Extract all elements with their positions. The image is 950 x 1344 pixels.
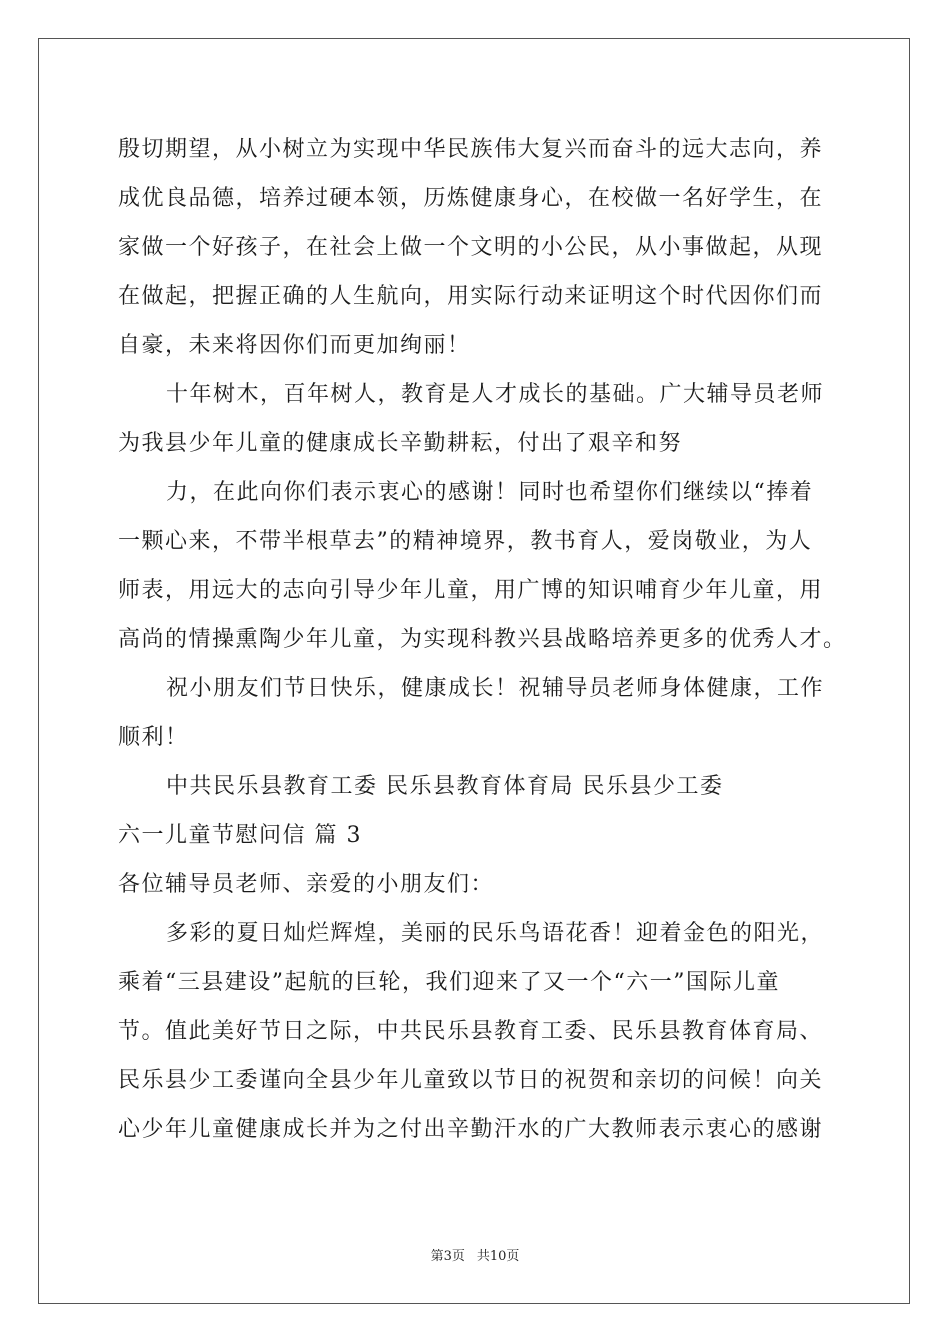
paragraph-start-line: 祝小朋友们节日快乐，健康成长！祝辅导员老师身体健康，工作: [166, 676, 825, 701]
page-total: 共10页: [476, 1249, 520, 1264]
paragraph-start-line: 力，在此向你们表示衷心的感谢！同时也希望你们继续以“捧着: [166, 480, 814, 505]
page-number: 第3页: [430, 1249, 465, 1264]
text-line: 在做起，把握正确的人生航向，用实际行动来证明这个时代因你们而: [118, 284, 824, 309]
text-line: 民乐县少工委谨向全县少年儿童致以节日的祝贺和亲切的问候！向关: [118, 1068, 824, 1093]
text-line: 节。值此美好节日之际，中共民乐县教育工委、民乐县教育体育局、: [118, 1019, 824, 1044]
text-line: 乘着“三县建设”起航的巨轮，我们迎来了又一个“六一”国际儿童: [118, 970, 780, 995]
text-line: 成优良品德，培养过硬本领，历炼健康身心，在校做一名好学生，在: [118, 186, 824, 211]
text-line: 为我县少年儿童的健康成长辛勤耕耘，付出了艰辛和努: [118, 431, 683, 456]
document-body: [118, 125, 858, 1154]
text-line: 心少年儿童健康成长并为之付出辛勤汗水的广大教师表示衷心的感谢: [118, 1117, 824, 1142]
text-line: 师表，用远大的志向引导少年儿童，用广博的知识哺育少年儿童，用: [118, 578, 824, 603]
text-line: 家做一个好孩子，在社会上做一个文明的小公民，从小事做起，从现: [118, 235, 824, 260]
text-line: 顺利！: [118, 725, 189, 750]
text-line: 殷切期望，从小树立为实现中华民族伟大复兴而奋斗的远大志向，养: [118, 137, 824, 162]
paragraph-start-line: 多彩的夏日灿烂辉煌，美丽的民乐鸟语花香！迎着金色的阳光，: [166, 921, 825, 946]
salutation-line: 各位辅导员老师、亲爱的小朋友们：: [118, 872, 495, 897]
text-line: 高尚的情操熏陶少年儿童，为实现科教兴县战略培养更多的优秀人才。: [118, 627, 847, 652]
text-line: 一颗心来，不带半根草去”的精神境界，教书育人，爱岗敬业，为人: [118, 529, 813, 554]
text-line: 自豪，未来将因你们而更加绚丽！: [118, 333, 471, 358]
signature-line: 中共民乐县教育工委 民乐县教育体育局 民乐县少工委: [166, 774, 724, 799]
paragraph-start-line: 十年树木，百年树人，教育是人才成长的基础。广大辅导员老师: [166, 382, 825, 407]
page-footer: [0, 1245, 950, 1264]
section-heading: 六一儿童节慰问信 篇 3: [118, 823, 362, 848]
